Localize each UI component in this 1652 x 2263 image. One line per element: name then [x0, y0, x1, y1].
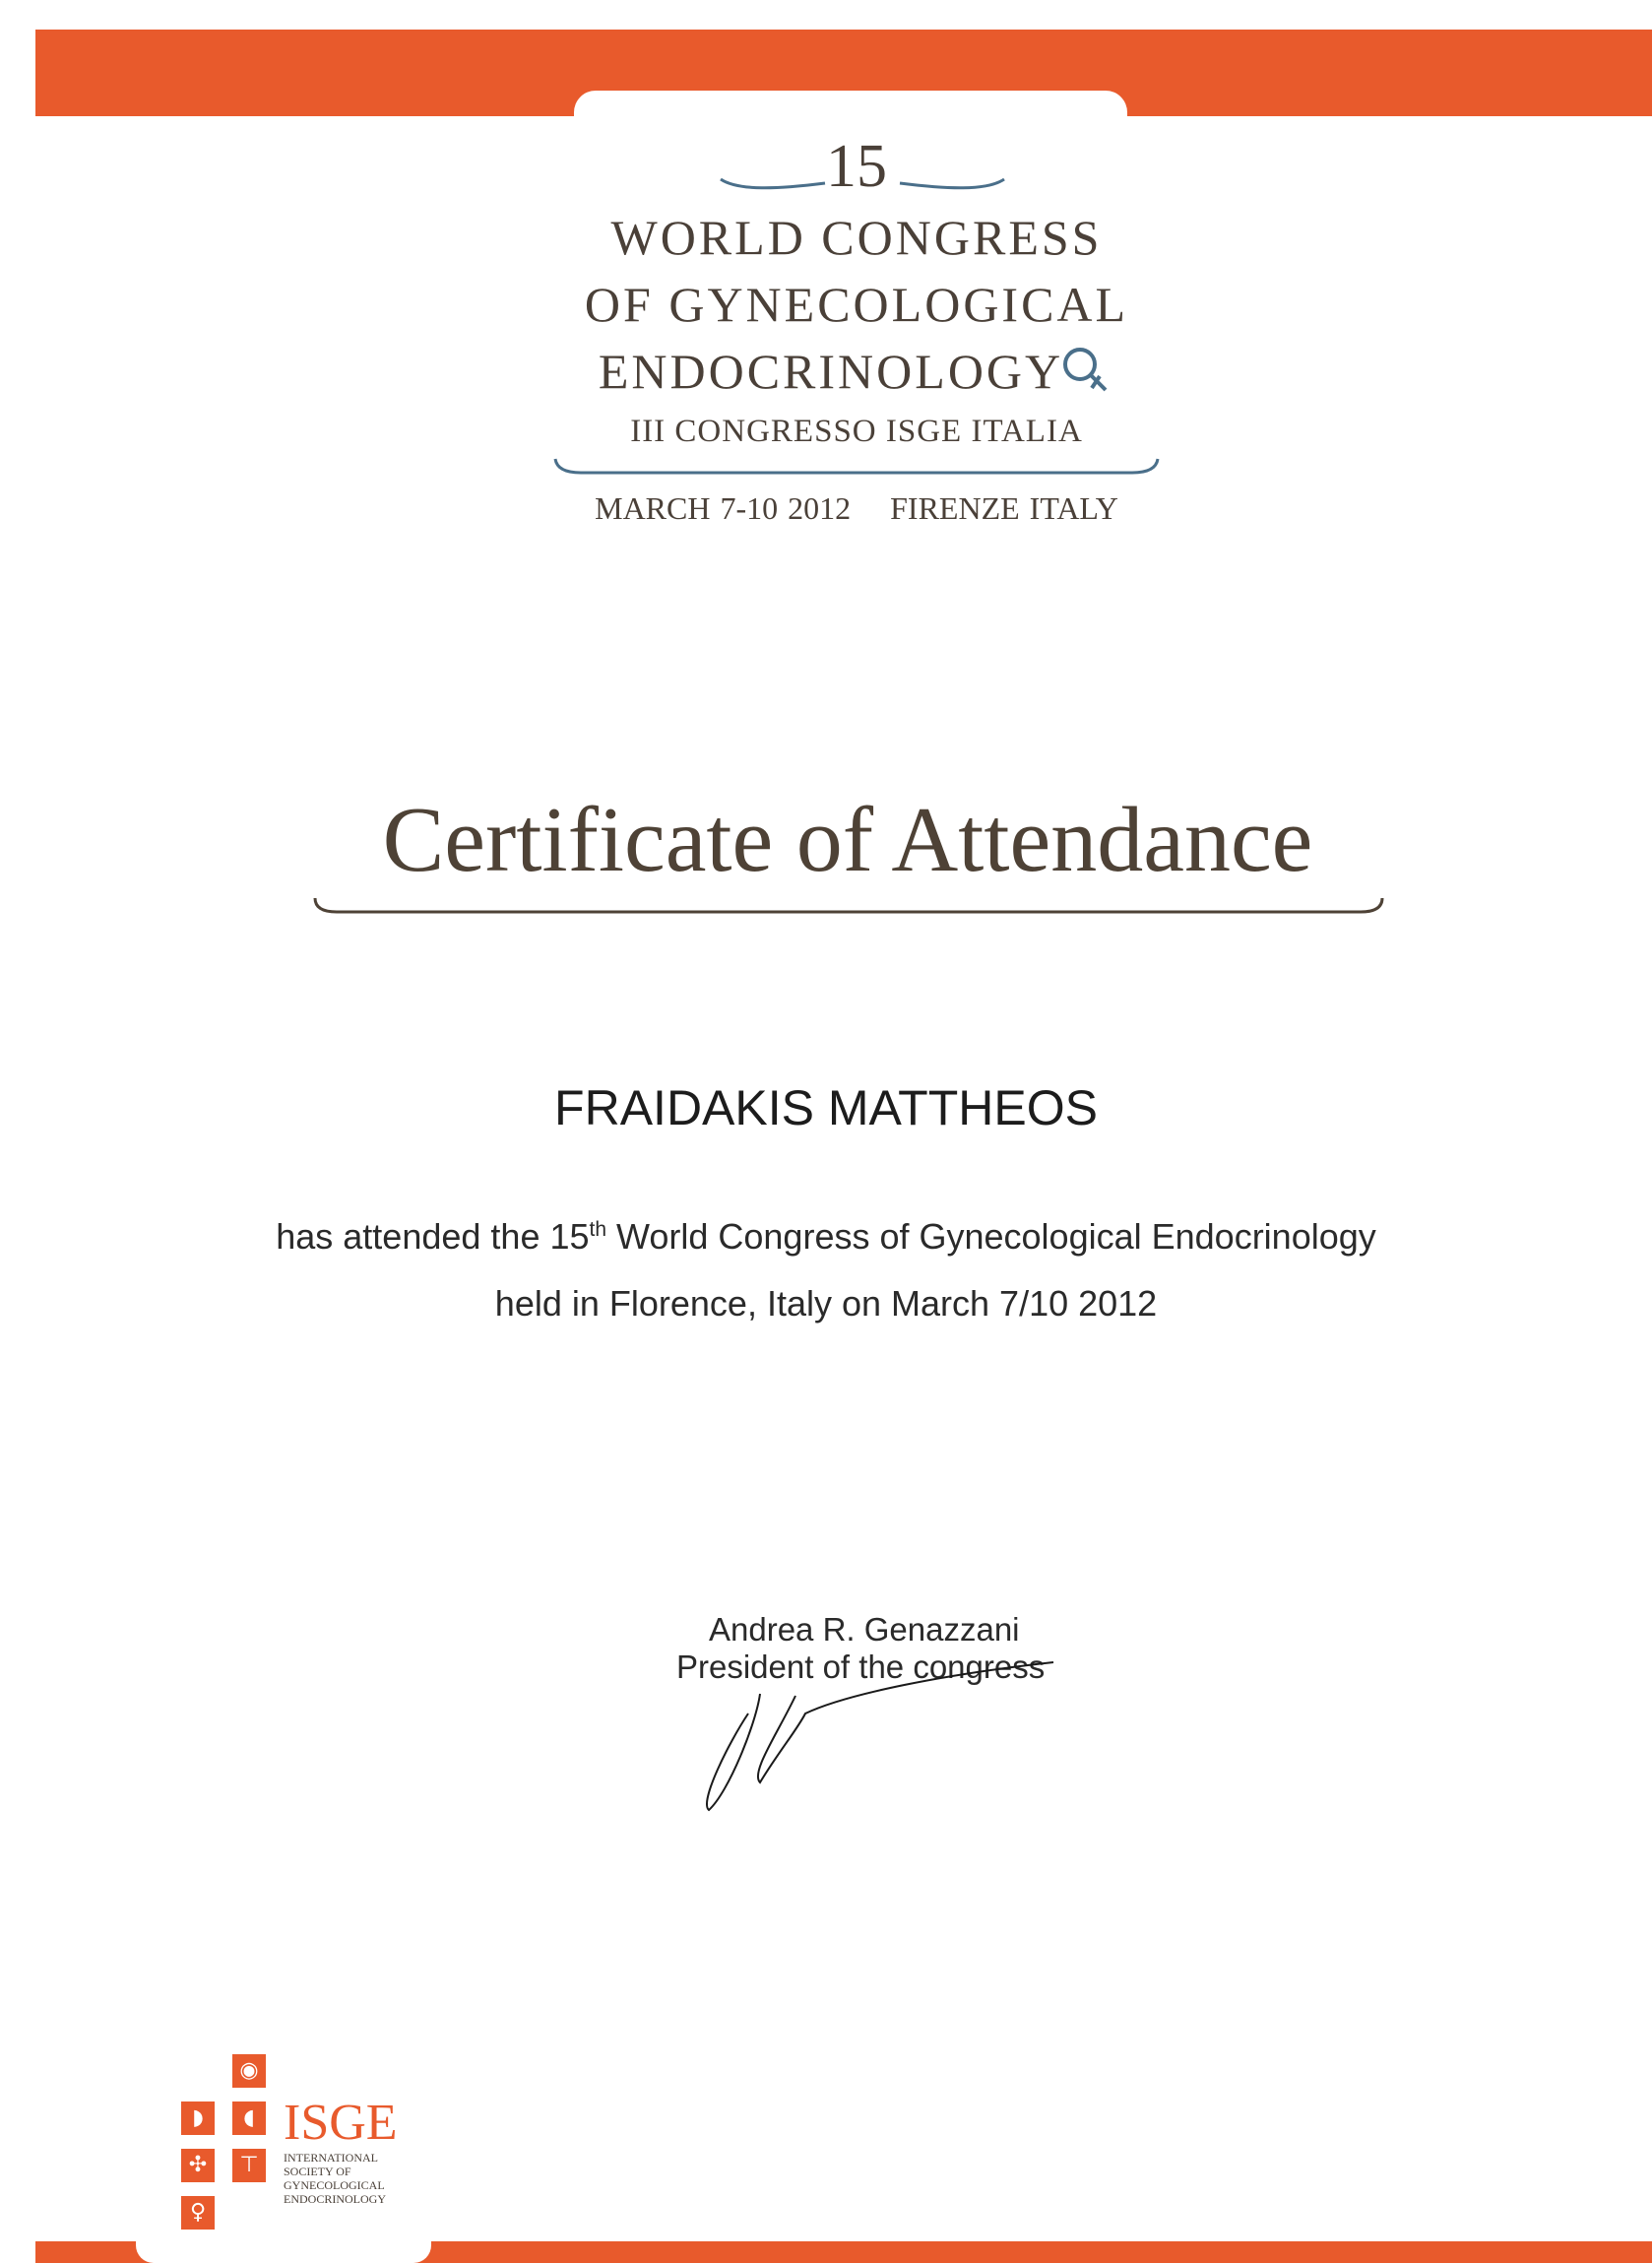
- attendance-text-start: has attended the 15: [276, 1216, 590, 1257]
- attendance-text-end: World Congress of Gynecological Endocrinology: [606, 1216, 1376, 1257]
- logo-divider: [551, 457, 1162, 479]
- signature: [689, 1635, 1083, 1812]
- certificate-title: Certificate of Attendance: [382, 789, 1313, 891]
- isge-full-name: [284, 2151, 441, 2206]
- isge-name-line: ENDOCRINOLOGY: [284, 2192, 386, 2206]
- thyroid-icon: ◗: [181, 2101, 215, 2135]
- isge-name-line: SOCIETY OF: [284, 2165, 351, 2178]
- isge-logo: [181, 2054, 437, 2230]
- congress-dates-location: [551, 492, 1162, 524]
- isge-acronym: ISGE: [284, 2095, 398, 2151]
- ovary-icon: ✣: [181, 2149, 215, 2182]
- isge-name-line: INTERNATIONAL: [284, 2151, 378, 2165]
- congress-dates: MARCH 7-10 2012: [595, 490, 852, 526]
- number-swash-right: [898, 175, 1006, 191]
- ordinal-suffix: th: [589, 1218, 607, 1241]
- isge-name-line: GYNECOLOGICAL: [284, 2178, 385, 2192]
- stomach-icon: ◖: [232, 2101, 266, 2135]
- congress-line-3: ENDOCRINOLOGY: [598, 344, 1064, 399]
- congress-line-2: OF GYNECOLOGICAL: [584, 277, 1129, 332]
- attendance-line-1: [0, 1216, 1652, 1257]
- congress-logo: [551, 133, 1162, 530]
- uterus-icon: ⊤: [232, 2149, 266, 2182]
- congress-line-1: WORLD CONGRESS: [610, 210, 1103, 265]
- signatory-role: President of the congress: [676, 1649, 1046, 1685]
- female-symbol-icon: [1058, 343, 1117, 402]
- bottom-band-notch: [136, 2228, 431, 2263]
- title-underline: [311, 896, 1386, 920]
- congress-subtitle: III CONGRESSO ISGE ITALIA: [630, 414, 1083, 449]
- congress-location: FIRENZE ITALY: [890, 490, 1118, 526]
- attendance-line-2: held in Florence, Italy on March 7/10 2012: [494, 1283, 1158, 1324]
- female-icon: ♀: [181, 2196, 215, 2230]
- signatory-name: Andrea R. Genazzani: [709, 1611, 1020, 1648]
- brain-icon: ◉: [232, 2054, 266, 2088]
- congress-number: 15: [826, 133, 887, 200]
- recipient-name: FRAIDAKIS MATTHEOS: [554, 1080, 1098, 1135]
